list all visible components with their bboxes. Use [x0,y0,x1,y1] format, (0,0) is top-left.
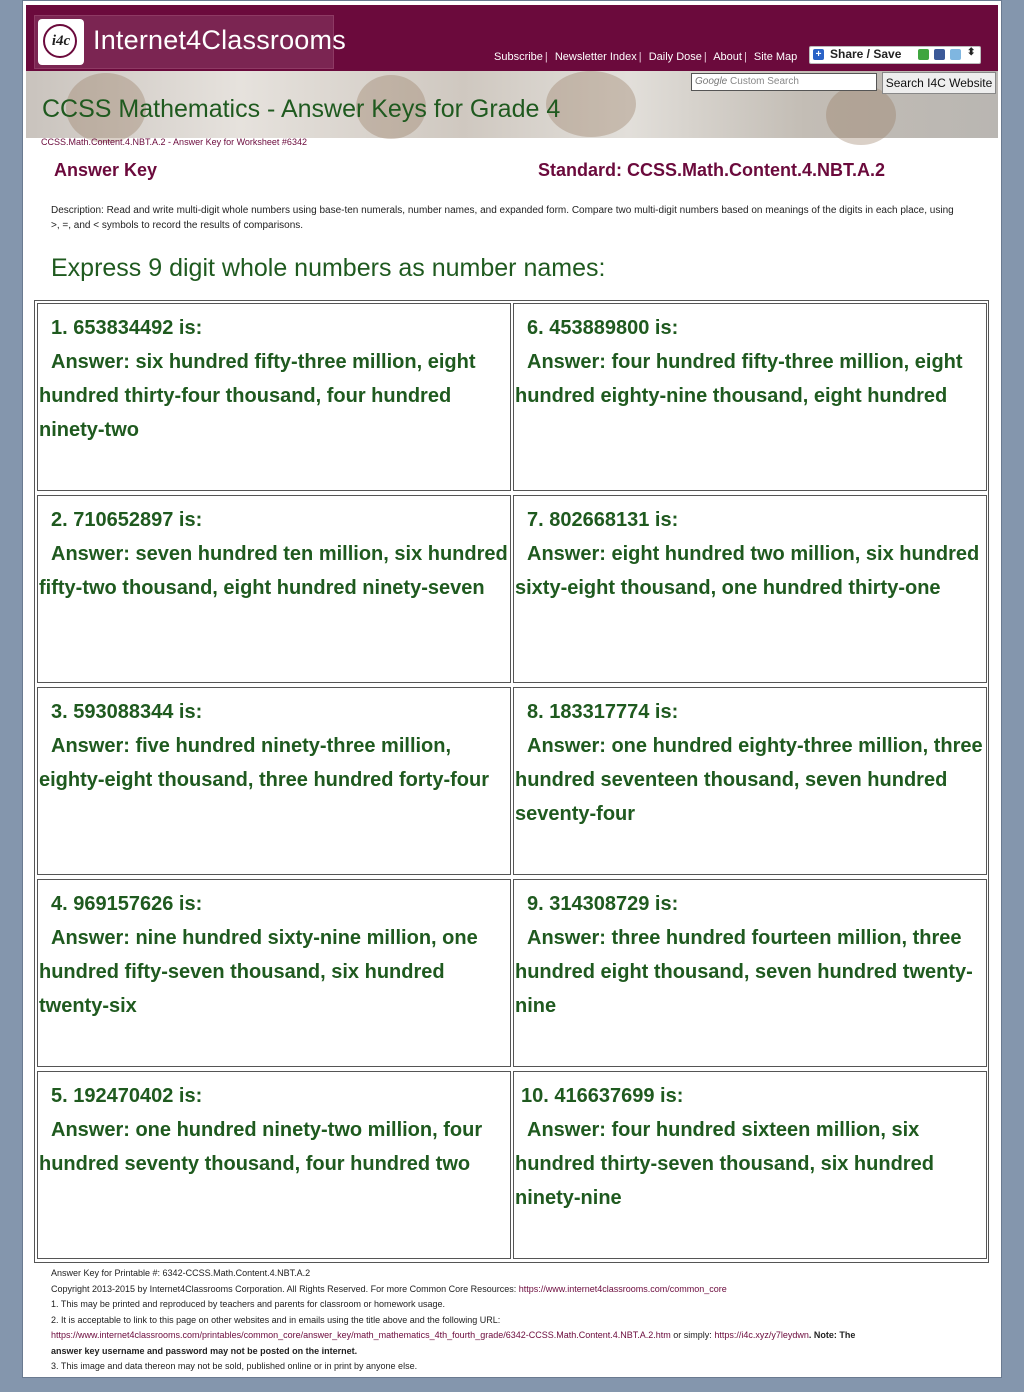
footer-note-bold-line: answer key username and password may not be posted on the internet. [51,1345,358,1356]
page [22,0,1002,1378]
nav-subscribe[interactable]: Subscribe [494,51,543,63]
answer-text: Answer: seven hundred ten million, six hundred fifty-two thousand, eight hundred ninety-seven [39,543,508,599]
question-cell [513,1071,987,1259]
footer-note-1: 1. This may be printed and reproduced by teachers and parents for classroom or homework usage. [51,1299,446,1309]
top-nav: Subscribe | Newsletter Index | Daily Dose | About | Site Map [494,51,798,63]
share-label: Share / Save [830,47,902,61]
footer-copyright-line [51,1282,995,1298]
question-text: 5. 192470402 is: [51,1085,203,1107]
chevron-updown-icon: ⬍ [967,47,976,58]
footer-or-simply: or simply: [670,1330,715,1340]
footer-note-2: 2. It is acceptable to link to this page on other websites and in emails using the title above and the following URL: [51,1314,501,1325]
footer-note-3: 3. This image and data thereon may not be sold, published online or in print by anyone else. [51,1361,418,1371]
nav-daily-dose[interactable]: Daily Dose [648,51,702,63]
section-title: Express 9 digit whole numbers as number names: [51,254,606,282]
question-cell [513,303,987,491]
question-text: 8. 183317774 is: [527,701,679,723]
google-logo: Google [695,76,728,87]
search-input[interactable] [691,73,877,91]
answer-text: Answer: five hundred ninety-three million, eighty-eight thousand, three hundred forty-four [39,735,489,791]
description [51,203,995,233]
answers-table [34,300,989,1263]
plus-icon: + [813,49,824,60]
question-cell [37,1071,511,1259]
question-text: 10. 416637699 is: [521,1085,684,1107]
question-text: 2. 710652897 is: [51,509,203,531]
twitter-icon [950,49,961,60]
banner [26,71,998,138]
answer-text: Answer: four hundred fifty-three million, eight hundred eighty-nine thousand, eight hundred [515,351,963,407]
nav-site-map[interactable]: Site Map [753,51,798,63]
question-text: 9. 314308729 is: [527,893,679,915]
breadcrumb[interactable]: CCSS.Math.Content.4.NBT.A.2 - Answer Key for Worksheet #6342 [41,137,307,147]
question-text: 4. 969157626 is: [51,893,203,915]
description-line: Description: Read and write multi-digit whole numbers using base-ten numerals, number names, and expanded form. Compare two multi-digit numbers based on meanings of the digits in each place, using [51,205,954,216]
site-name: Internet4Classrooms [93,25,346,55]
footer-printable-id: Answer Key for Printable #: 6342-CCSS.Math.Content.4.NBT.A.2 [51,1268,311,1278]
share-green-icon [918,49,929,60]
question-cell [513,687,987,875]
share-save-button[interactable] [809,46,981,64]
description-line: >, =, and < symbols to record the results of comparisons. [51,220,304,231]
header-bar [26,5,998,71]
site-logo[interactable] [34,15,346,69]
question-text: 3. 593088344 is: [51,701,203,723]
search-placeholder: Custom Search [730,76,799,87]
standard-heading: Standard: CCSS.Math.Content.4.NBT.A.2 [538,160,886,180]
nav-newsletter-index[interactable]: Newsletter Index [554,51,637,63]
logo-badge-icon [38,19,84,65]
question-cell [513,495,987,683]
answer-text: Answer: one hundred eighty-three million, three hundred seventeen thousand, seven hundred seventy-four [515,735,983,825]
question-cell [37,687,511,875]
question-text: 1. 653834492 is: [51,317,203,339]
question-cell [37,303,511,491]
facebook-icon [934,49,945,60]
page-title: CCSS Mathematics - Answer Keys for Grade 4 [42,95,561,123]
answer-text: Answer: three hundred fourteen million, three hundred eight thousand, seven hundred twenty-nine [515,927,973,1017]
answer-text: Answer: six hundred fifty-three million, eight hundred thirty-four thousand, four hundred ninety-two [39,351,476,441]
logo-badge-text: i4c [51,33,71,49]
answer-text: Answer: four hundred sixteen million, six hundred thirty-seven thousand, six hundred ninety-nine [515,1119,934,1209]
nav-about[interactable]: About [713,51,742,63]
question-cell [37,495,511,683]
footer-url-line [51,1328,995,1344]
answer-text: Answer: nine hundred sixty-nine million, one hundred fifty-seven thousand, six hundred twenty-six [39,927,478,1017]
question-cell [513,879,987,1067]
short-url-link[interactable]: https://i4c.xyz/y7leydwn [714,1330,809,1340]
footer-note-bold: . Note: The [808,1330,856,1340]
question-cell [37,879,511,1067]
worksheet-url-link[interactable]: https://www.internet4classrooms.com/printables/common_core/answer_key/math_mathematics_4th_fourth_grade/6342-CCSS.Math.Content.4.NBT.A.2.htm [51,1330,671,1340]
footer-copyright: Copyright 2013-2015 by Internet4Classrooms Corporation. All Rights Reserved. For more Common Core Resources: [51,1283,519,1294]
common-core-link[interactable]: https://www.internet4classrooms.com/common_core [518,1283,727,1294]
question-text: 7. 802668131 is: [527,509,679,531]
question-text: 6. 453889800 is: [527,317,679,339]
footer [51,1266,995,1375]
answer-text: Answer: eight hundred two million, six hundred sixty-eight thousand, one hundred thirty-one [515,543,980,599]
answer-key-heading: Answer Key [54,160,158,180]
search-button[interactable]: Search I4C Website [882,72,996,94]
answer-text: Answer: one hundred ninety-two million, four hundred seventy thousand, four hundred two [39,1119,483,1175]
